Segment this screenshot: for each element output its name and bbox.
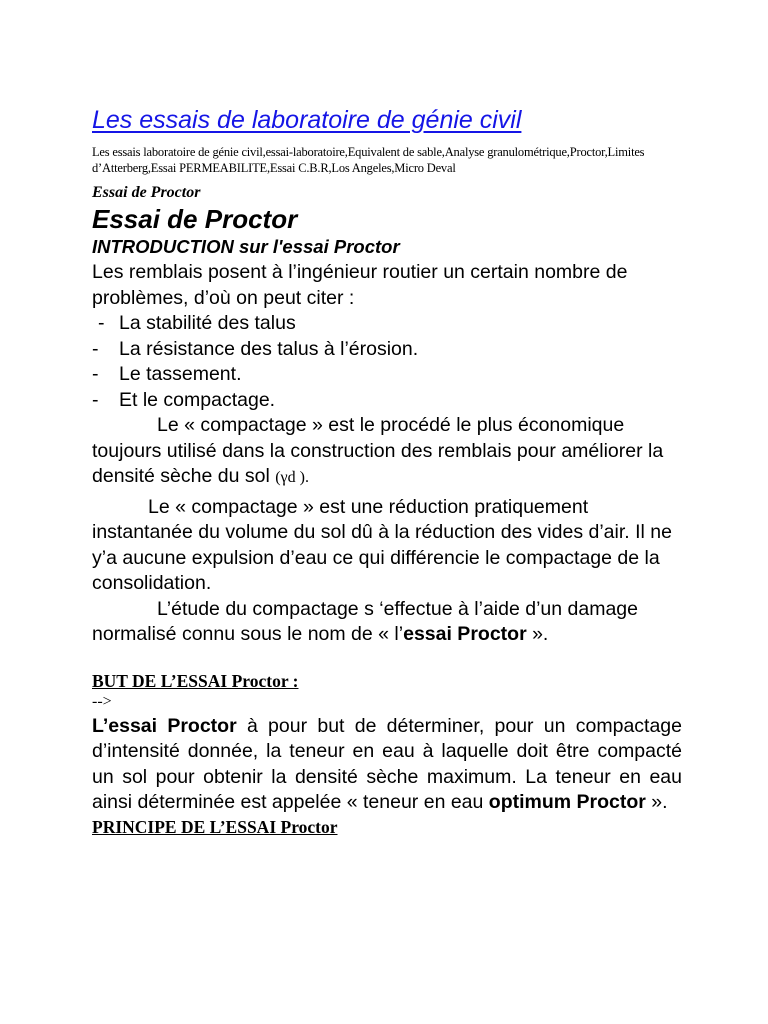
but-heading: BUT DE L’ESSAI Proctor : (92, 670, 299, 691)
list-item-text: Le tassement. (119, 363, 242, 385)
list-item (92, 362, 682, 388)
list-item-text: Et le compactage. (119, 388, 276, 411)
but-end: ». (645, 791, 668, 813)
arrow-text: --> (92, 692, 112, 710)
principe-heading: PRINCIPE DE L’ESSAI Proctor (92, 816, 338, 837)
etude-text: L’étude du compactage s ‘effectue à l’aide d’un damage normalisé connu sous le nom de « l’ (92, 597, 638, 645)
compactage-paragraph-2: Le « compactage » est une réduction pratiquement instantanée du volume du sol dû à la réduction des vides d’air. Il ne y’a aucune expulsion d’eau ce qui différencie le compactage de la consolidation. (92, 495, 672, 594)
list-dash: - (92, 388, 99, 411)
gamma-symbol: (γd ). (275, 469, 309, 486)
but-paragraph (92, 714, 682, 816)
subtitle: Essai de Proctor (92, 184, 201, 201)
etude-paragraph (92, 597, 682, 648)
list-dash: - (92, 363, 99, 385)
intro-heading: INTRODUCTION sur l'essai Proctor (92, 236, 400, 257)
but-bold-2: optimum Proctor (488, 791, 646, 813)
etude-bold: essai Proctor (403, 623, 527, 645)
but-bold: L’essai Proctor (92, 714, 237, 737)
list-dash: - (98, 312, 105, 334)
but-text: à pour but de déterminer, pour un compactage d’intensité donnée, la teneur en eau à laquelle doit être compacté un sol pour obtenir la densité sèche maximum. La teneur en eau ainsi déterminée est appelée « teneur en eau (92, 714, 682, 813)
problem-list (92, 311, 682, 413)
intro-paragraph: Les remblais posent à l’ingénieur routier un certain nombre de problèmes, d’où on peut citer : (92, 261, 628, 309)
list-item-text: La stabilité des talus (119, 312, 296, 334)
list-item-text: La résistance des talus à l’érosion. (119, 337, 419, 360)
keywords-text: Les essais laboratoire de génie civil,essai-laboratoire,Equivalent de sable,Analyse granulométrique,Proctor,Limites d’Atterberg,Essai PERMEABILITE,Essai C.B.R,Los Angeles,Micro Deval (92, 145, 645, 175)
list-dash: - (92, 337, 99, 360)
document-title-link[interactable]: Les essais de laboratoire de génie civil (92, 106, 522, 134)
compactage-text-1: Le « compactage » est le procédé le plus économique toujours utilisé dans la construction des remblais pour améliorer la densité sèche du sol (92, 414, 664, 487)
list-item (92, 337, 682, 363)
list-item (92, 388, 682, 414)
section-heading: Essai de Proctor (92, 204, 298, 234)
document-page (92, 102, 682, 838)
list-item (92, 311, 682, 337)
compactage-paragraph-1 (92, 413, 682, 491)
etude-end: ». (526, 623, 549, 645)
